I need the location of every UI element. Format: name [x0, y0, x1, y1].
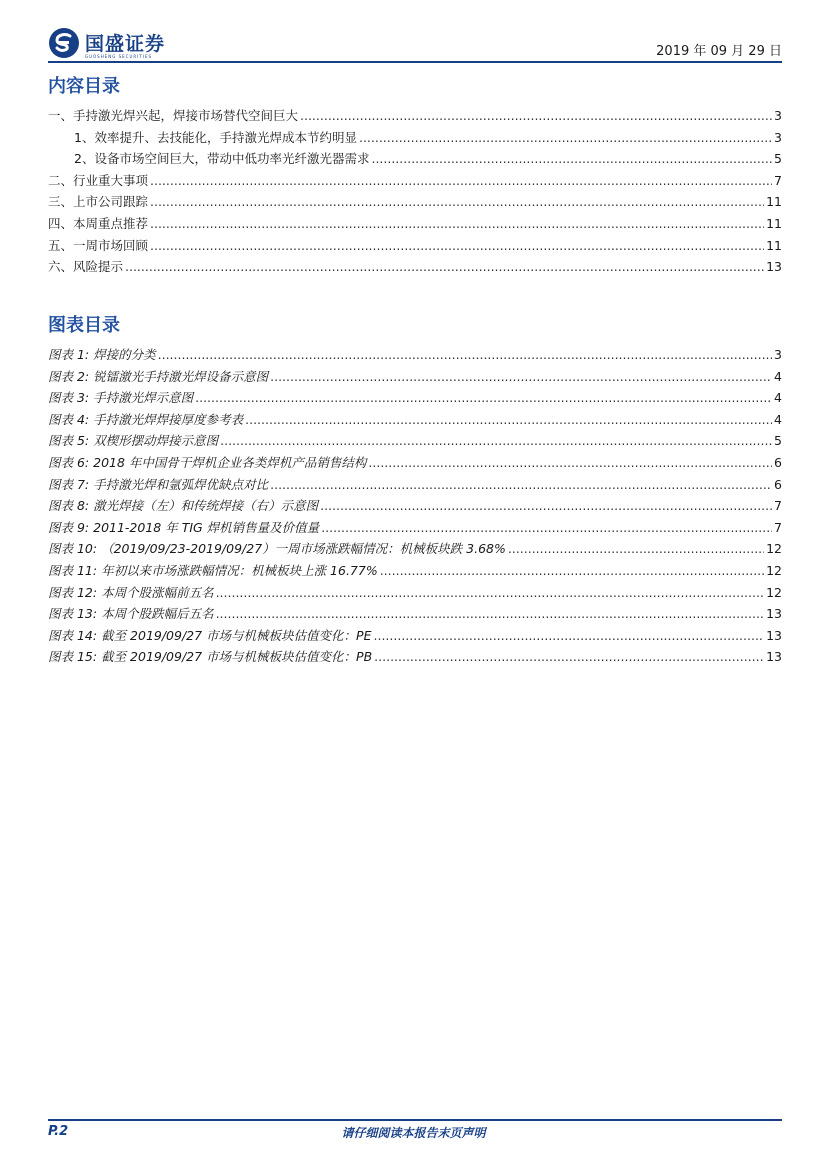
toc-entry[interactable]: 一、手持激光焊兴起，焊接市场替代空间巨大 ..... 3: [48, 106, 782, 128]
figure-entry[interactable]: 图表 9: 2011-2018 年 TIG 焊机销售量及价值量 ..... 7: [48, 518, 782, 540]
figure-entry[interactable]: 图表 10: （2019/09/23-2019/09/27）一周市场涨跌幅情况：机械板块跌 3.68% ..... 12: [48, 539, 782, 561]
figure-entry[interactable]: 图表 11: 年初以来市场涨跌幅情况：机械板块上涨 16.77% ..... 12: [48, 561, 782, 583]
toc-entry[interactable]: 四、本周重点推荐 ..... 11: [48, 214, 782, 236]
figure-entry[interactable]: 图表 14: 截至 2019/09/27 市场与机械板块估值变化：PE ..... 13: [48, 626, 782, 648]
toc-title: 内容目录: [48, 76, 120, 97]
figure-entry[interactable]: 图表 13: 本周个股跌幅后五名 ..... 13: [48, 604, 782, 626]
toc-entry[interactable]: 1、效率提升、去技能化，手持激光焊成本节约明显 ..... 3: [48, 128, 782, 150]
toc-entry[interactable]: 六、风险提示 ..... 13: [48, 257, 782, 279]
report-date: 2019 年 09 月 29 日: [656, 44, 782, 59]
toc-list: [48, 106, 782, 279]
figures-title: 图表目录: [48, 315, 120, 336]
figure-entry[interactable]: 图表 8: 激光焊接（左）和传统焊接（右）示意图 ..... 7: [48, 496, 782, 518]
company-name: 国盛证券: [85, 33, 166, 55]
toc-entry[interactable]: 三、上市公司跟踪 ..... 11: [48, 192, 782, 214]
company-name-english: GUOSHENG SECURITIES: [85, 54, 153, 59]
figure-entry[interactable]: 图表 15: 截至 2019/09/27 市场与机械板块估值变化：PB ..... 13: [48, 647, 782, 669]
figure-entry[interactable]: 图表 5: 双楔形摆动焊接示意图 ..... 5: [48, 431, 782, 453]
figures-list: [48, 345, 782, 669]
toc-entry[interactable]: 二、行业重大事项 ..... 7: [48, 171, 782, 193]
toc-entry[interactable]: 五、一周市场回顾 ..... 11: [48, 236, 782, 258]
disclaimer-note: 请仔细阅读本报告末页声明: [341, 1126, 486, 1140]
figure-entry[interactable]: 图表 2: 锐镭激光手持激光焊设备示意图 ..... 4: [48, 367, 782, 389]
figure-entry[interactable]: 图表 6: 2018 年中国骨干焊机企业各类焊机产品销售结构 ..... 6: [48, 453, 782, 475]
page-number: P.2: [48, 1124, 69, 1139]
figure-entry[interactable]: 图表 1: 焊接的分类 ..... 3: [48, 345, 782, 367]
toc-entry[interactable]: 2、设备市场空间巨大，带动中低功率光纤激光器需求 ..... 5: [48, 149, 782, 171]
figure-entry[interactable]: 图表 7: 手持激光焊和氩弧焊优缺点对比 ..... 6: [48, 475, 782, 497]
figure-entry[interactable]: 图表 4: 手持激光焊焊接厚度参考表 ..... 4: [48, 410, 782, 432]
page-header: [48, 22, 782, 62]
header-divider: [48, 61, 782, 63]
figure-entry[interactable]: 图表 3: 手持激光焊示意图 ..... 4: [48, 388, 782, 410]
footer-divider: [48, 1119, 782, 1121]
company-logo-icon: [48, 27, 80, 59]
figure-entry[interactable]: 图表 12: 本周个股涨幅前五名 ..... 12: [48, 583, 782, 605]
